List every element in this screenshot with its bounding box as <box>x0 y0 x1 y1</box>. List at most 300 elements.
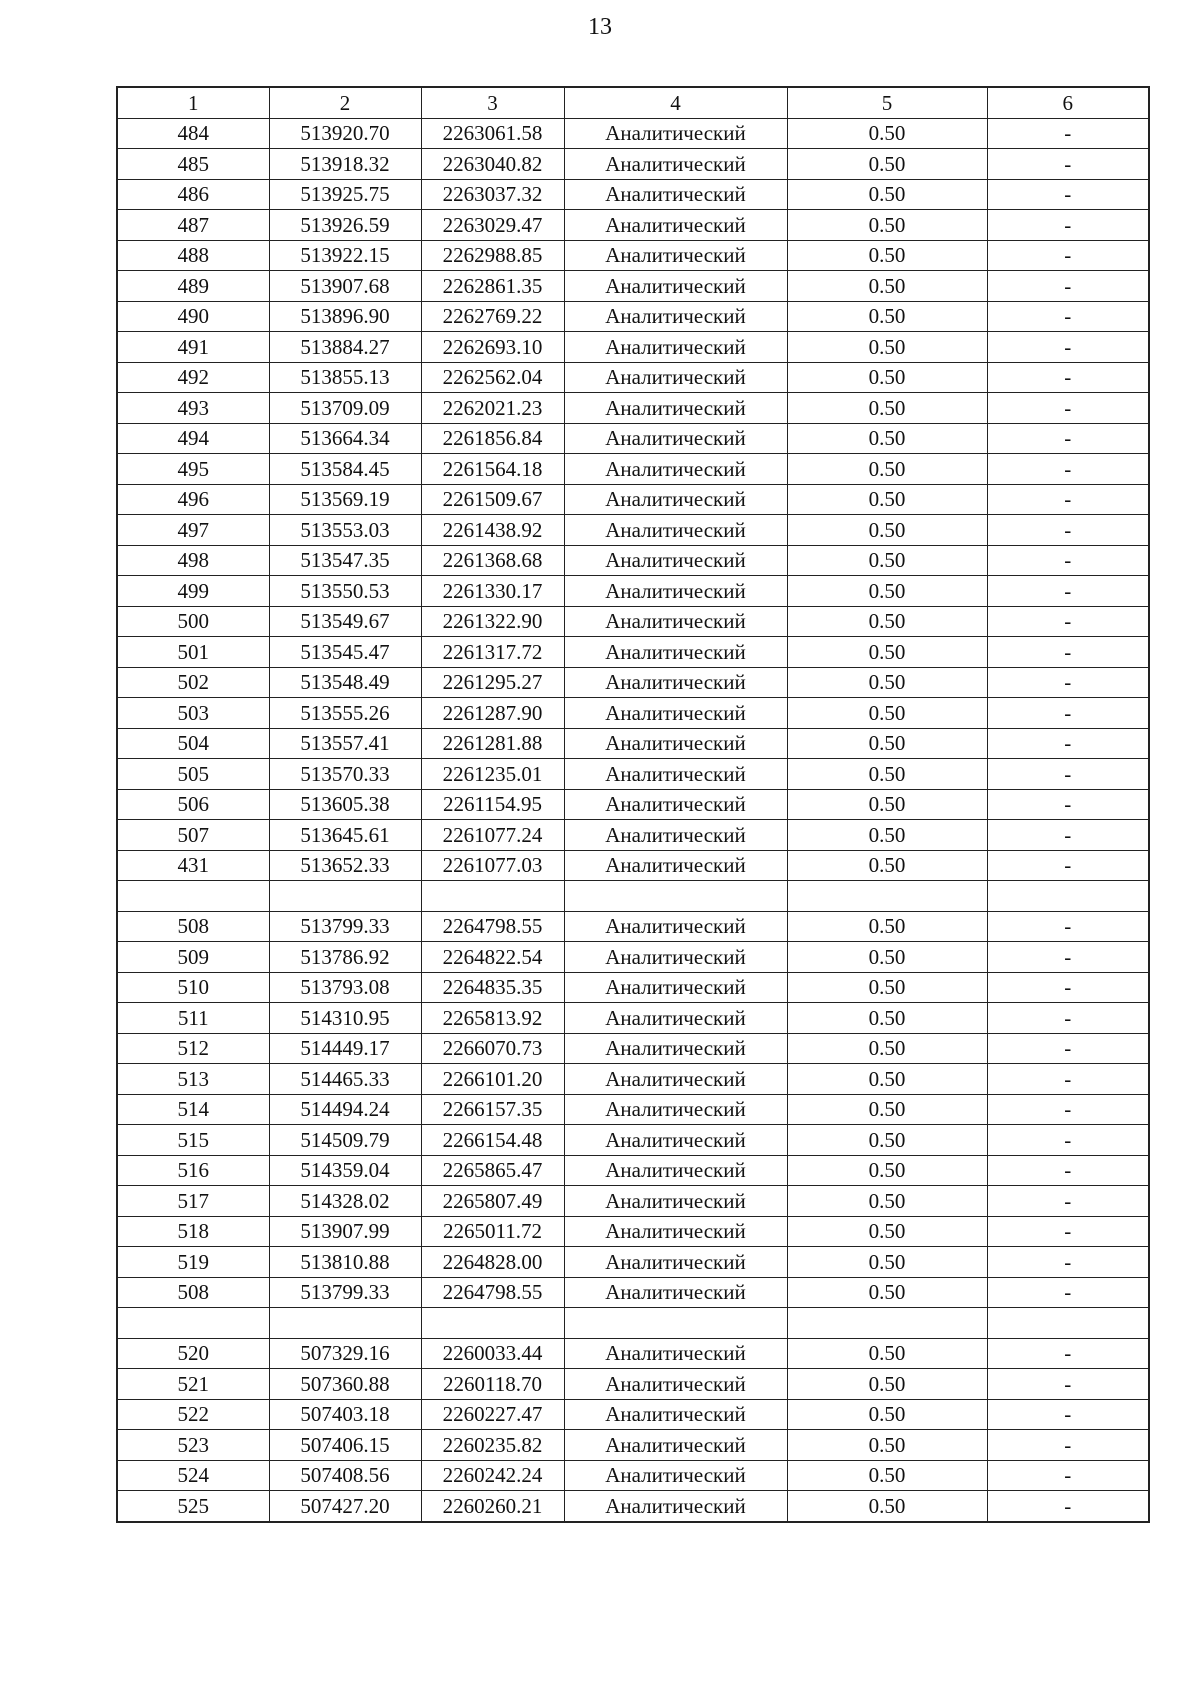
method-cell: Аналитический <box>564 1460 787 1491</box>
note-cell: - <box>987 1491 1149 1522</box>
method-cell: Аналитический <box>564 850 787 881</box>
table-row <box>117 1277 1149 1308</box>
accuracy-cell: 0.50 <box>787 1491 987 1522</box>
accuracy-cell: 0.50 <box>787 332 987 363</box>
table-row <box>117 1430 1149 1461</box>
note-cell: - <box>987 576 1149 607</box>
table-row <box>117 850 1149 881</box>
point-number-cell: 491 <box>117 332 269 363</box>
accuracy-cell <box>787 881 987 912</box>
table-row <box>117 179 1149 210</box>
point-number-cell: 520 <box>117 1338 269 1369</box>
x-coordinate-cell: 513547.35 <box>269 545 421 576</box>
point-number-cell: 509 <box>117 942 269 973</box>
y-coordinate-cell: 2260260.21 <box>421 1491 564 1522</box>
accuracy-cell: 0.50 <box>787 1369 987 1400</box>
note-cell: - <box>987 1094 1149 1125</box>
y-coordinate-cell <box>421 881 564 912</box>
note-cell: - <box>987 759 1149 790</box>
accuracy-cell: 0.50 <box>787 1430 987 1461</box>
x-coordinate-cell: 513545.47 <box>269 637 421 668</box>
point-number-cell: 498 <box>117 545 269 576</box>
note-cell: - <box>987 423 1149 454</box>
table-row <box>117 972 1149 1003</box>
x-coordinate-cell: 513584.45 <box>269 454 421 485</box>
page-number: 13 <box>588 14 612 40</box>
accuracy-cell: 0.50 <box>787 850 987 881</box>
point-number-cell <box>117 1308 269 1339</box>
table-row <box>117 362 1149 393</box>
x-coordinate-cell: 513605.38 <box>269 789 421 820</box>
note-cell: - <box>987 515 1149 546</box>
method-cell: Аналитический <box>564 1277 787 1308</box>
table-row <box>117 484 1149 515</box>
y-coordinate-cell: 2262861.35 <box>421 271 564 302</box>
table-row <box>117 240 1149 271</box>
accuracy-cell: 0.50 <box>787 240 987 271</box>
accuracy-cell: 0.50 <box>787 698 987 729</box>
accuracy-cell: 0.50 <box>787 576 987 607</box>
accuracy-cell: 0.50 <box>787 1186 987 1217</box>
y-coordinate-cell: 2261281.88 <box>421 728 564 759</box>
note-cell: - <box>987 850 1149 881</box>
x-coordinate-cell: 514359.04 <box>269 1155 421 1186</box>
table-row <box>117 1399 1149 1430</box>
point-number-cell: 524 <box>117 1460 269 1491</box>
note-cell: - <box>987 1155 1149 1186</box>
y-coordinate-cell: 2261077.24 <box>421 820 564 851</box>
accuracy-cell: 0.50 <box>787 515 987 546</box>
note-cell: - <box>987 911 1149 942</box>
table-row <box>117 881 1149 912</box>
accuracy-cell: 0.50 <box>787 972 987 1003</box>
x-coordinate-cell: 513570.33 <box>269 759 421 790</box>
y-coordinate-cell: 2262769.22 <box>421 301 564 332</box>
x-coordinate-cell: 513786.92 <box>269 942 421 973</box>
accuracy-cell: 0.50 <box>787 1399 987 1430</box>
x-coordinate-cell: 513918.32 <box>269 149 421 180</box>
table-row <box>117 728 1149 759</box>
method-cell: Аналитический <box>564 332 787 363</box>
accuracy-cell: 0.50 <box>787 911 987 942</box>
point-number-cell: 501 <box>117 637 269 668</box>
note-cell: - <box>987 1186 1149 1217</box>
y-coordinate-cell: 2264798.55 <box>421 911 564 942</box>
accuracy-cell: 0.50 <box>787 1033 987 1064</box>
table-row <box>117 332 1149 363</box>
point-number-cell: 518 <box>117 1216 269 1247</box>
point-number-cell: 487 <box>117 210 269 241</box>
method-cell: Аналитический <box>564 637 787 668</box>
point-number-cell: 492 <box>117 362 269 393</box>
y-coordinate-cell: 2264798.55 <box>421 1277 564 1308</box>
x-coordinate-cell: 513652.33 <box>269 850 421 881</box>
note-cell: - <box>987 271 1149 302</box>
x-coordinate-cell: 513907.99 <box>269 1216 421 1247</box>
method-cell: Аналитический <box>564 1399 787 1430</box>
method-cell: Аналитический <box>564 484 787 515</box>
y-coordinate-cell: 2263040.82 <box>421 149 564 180</box>
method-cell: Аналитический <box>564 576 787 607</box>
method-cell: Аналитический <box>564 972 787 1003</box>
table-row <box>117 118 1149 149</box>
y-coordinate-cell: 2260118.70 <box>421 1369 564 1400</box>
x-coordinate-cell: 507403.18 <box>269 1399 421 1430</box>
note-cell: - <box>987 1125 1149 1156</box>
accuracy-cell: 0.50 <box>787 1338 987 1369</box>
method-cell: Аналитический <box>564 179 787 210</box>
note-cell: - <box>987 1033 1149 1064</box>
accuracy-cell: 0.50 <box>787 454 987 485</box>
y-coordinate-cell: 2261368.68 <box>421 545 564 576</box>
y-coordinate-cell: 2261154.95 <box>421 789 564 820</box>
table-row <box>117 1064 1149 1095</box>
point-number-cell <box>117 881 269 912</box>
accuracy-cell: 0.50 <box>787 667 987 698</box>
method-cell: Аналитический <box>564 210 787 241</box>
y-coordinate-cell: 2262988.85 <box>421 240 564 271</box>
accuracy-cell: 0.50 <box>787 210 987 241</box>
x-coordinate-cell: 513810.88 <box>269 1247 421 1278</box>
method-cell: Аналитический <box>564 789 787 820</box>
x-coordinate-cell: 507329.16 <box>269 1338 421 1369</box>
x-coordinate-cell: 513553.03 <box>269 515 421 546</box>
table-row <box>117 149 1149 180</box>
x-coordinate-cell: 507360.88 <box>269 1369 421 1400</box>
y-coordinate-cell: 2261317.72 <box>421 637 564 668</box>
method-cell: Аналитический <box>564 1033 787 1064</box>
x-coordinate-cell: 513549.67 <box>269 606 421 637</box>
y-coordinate-cell: 2262693.10 <box>421 332 564 363</box>
y-coordinate-cell: 2261438.92 <box>421 515 564 546</box>
table-row <box>117 1003 1149 1034</box>
accuracy-cell: 0.50 <box>787 1247 987 1278</box>
y-coordinate-cell: 2261295.27 <box>421 667 564 698</box>
x-coordinate-cell: 514310.95 <box>269 1003 421 1034</box>
y-coordinate-cell: 2264835.35 <box>421 972 564 1003</box>
y-coordinate-cell: 2263061.58 <box>421 118 564 149</box>
y-coordinate-cell: 2261287.90 <box>421 698 564 729</box>
point-number-cell: 508 <box>117 1277 269 1308</box>
table-header-row <box>117 87 1149 118</box>
accuracy-cell: 0.50 <box>787 820 987 851</box>
method-cell: Аналитический <box>564 759 787 790</box>
table-row <box>117 1125 1149 1156</box>
note-cell: - <box>987 1430 1149 1461</box>
accuracy-cell: 0.50 <box>787 484 987 515</box>
y-coordinate-cell: 2264822.54 <box>421 942 564 973</box>
y-coordinate-cell: 2266157.35 <box>421 1094 564 1125</box>
y-coordinate-cell: 2265011.72 <box>421 1216 564 1247</box>
note-cell: - <box>987 179 1149 210</box>
table-row <box>117 667 1149 698</box>
y-coordinate-cell: 2262021.23 <box>421 393 564 424</box>
y-coordinate-cell: 2261235.01 <box>421 759 564 790</box>
note-cell: - <box>987 728 1149 759</box>
y-coordinate-cell: 2263037.32 <box>421 179 564 210</box>
accuracy-cell: 0.50 <box>787 362 987 393</box>
point-number-cell: 511 <box>117 1003 269 1034</box>
note-cell: - <box>987 210 1149 241</box>
point-number-cell: 494 <box>117 423 269 454</box>
y-coordinate-cell: 2261322.90 <box>421 606 564 637</box>
x-coordinate-cell <box>269 881 421 912</box>
accuracy-cell: 0.50 <box>787 606 987 637</box>
note-cell: - <box>987 1247 1149 1278</box>
accuracy-cell: 0.50 <box>787 1460 987 1491</box>
accuracy-cell: 0.50 <box>787 149 987 180</box>
accuracy-cell: 0.50 <box>787 423 987 454</box>
y-coordinate-cell: 2266101.20 <box>421 1064 564 1095</box>
point-number-cell: 510 <box>117 972 269 1003</box>
point-number-cell: 525 <box>117 1491 269 1522</box>
table-row <box>117 545 1149 576</box>
x-coordinate-cell <box>269 1308 421 1339</box>
note-cell: - <box>987 1277 1149 1308</box>
x-coordinate-cell: 514509.79 <box>269 1125 421 1156</box>
method-cell: Аналитический <box>564 1003 787 1034</box>
table-row <box>117 698 1149 729</box>
y-coordinate-cell: 2266154.48 <box>421 1125 564 1156</box>
y-coordinate-cell: 2260227.47 <box>421 1399 564 1430</box>
point-number-cell: 488 <box>117 240 269 271</box>
point-number-cell: 513 <box>117 1064 269 1095</box>
accuracy-cell: 0.50 <box>787 1064 987 1095</box>
note-cell: - <box>987 789 1149 820</box>
note-cell: - <box>987 393 1149 424</box>
accuracy-cell: 0.50 <box>787 179 987 210</box>
x-coordinate-cell: 513550.53 <box>269 576 421 607</box>
method-cell: Аналитический <box>564 911 787 942</box>
note-cell: - <box>987 942 1149 973</box>
y-coordinate-cell: 2263029.47 <box>421 210 564 241</box>
table-row <box>117 1216 1149 1247</box>
y-coordinate-cell: 2261077.03 <box>421 850 564 881</box>
method-cell: Аналитический <box>564 1247 787 1278</box>
method-cell: Аналитический <box>564 728 787 759</box>
note-cell: - <box>987 332 1149 363</box>
y-coordinate-cell: 2260235.82 <box>421 1430 564 1461</box>
note-cell: - <box>987 972 1149 1003</box>
point-number-cell: 497 <box>117 515 269 546</box>
column-header: 1 <box>117 87 269 118</box>
y-coordinate-cell: 2261330.17 <box>421 576 564 607</box>
method-cell: Аналитический <box>564 454 787 485</box>
y-coordinate-cell <box>421 1308 564 1339</box>
method-cell: Аналитический <box>564 1155 787 1186</box>
column-header: 2 <box>269 87 421 118</box>
x-coordinate-cell: 513569.19 <box>269 484 421 515</box>
y-coordinate-cell: 2265813.92 <box>421 1003 564 1034</box>
accuracy-cell: 0.50 <box>787 118 987 149</box>
x-coordinate-cell: 507408.56 <box>269 1460 421 1491</box>
x-coordinate-cell: 513548.49 <box>269 667 421 698</box>
method-cell: Аналитический <box>564 301 787 332</box>
method-cell: Аналитический <box>564 606 787 637</box>
note-cell: - <box>987 637 1149 668</box>
point-number-cell: 512 <box>117 1033 269 1064</box>
point-number-cell: 519 <box>117 1247 269 1278</box>
y-coordinate-cell: 2260033.44 <box>421 1338 564 1369</box>
point-number-cell: 516 <box>117 1155 269 1186</box>
table-row <box>117 942 1149 973</box>
method-cell: Аналитический <box>564 698 787 729</box>
table-row <box>117 210 1149 241</box>
x-coordinate-cell: 513709.09 <box>269 393 421 424</box>
accuracy-cell: 0.50 <box>787 1094 987 1125</box>
table-row <box>117 576 1149 607</box>
note-cell: - <box>987 1369 1149 1400</box>
note-cell: - <box>987 454 1149 485</box>
note-cell: - <box>987 301 1149 332</box>
note-cell: - <box>987 1064 1149 1095</box>
method-cell: Аналитический <box>564 393 787 424</box>
table-row <box>117 1155 1149 1186</box>
y-coordinate-cell: 2261509.67 <box>421 484 564 515</box>
point-number-cell: 500 <box>117 606 269 637</box>
x-coordinate-cell: 513907.68 <box>269 271 421 302</box>
accuracy-cell: 0.50 <box>787 759 987 790</box>
note-cell: - <box>987 1003 1149 1034</box>
table-row <box>117 1338 1149 1369</box>
table-row <box>117 789 1149 820</box>
table-row <box>117 393 1149 424</box>
accuracy-cell: 0.50 <box>787 1155 987 1186</box>
method-cell: Аналитический <box>564 362 787 393</box>
accuracy-cell: 0.50 <box>787 301 987 332</box>
table-row <box>117 271 1149 302</box>
table-row <box>117 1033 1149 1064</box>
table-row <box>117 606 1149 637</box>
x-coordinate-cell: 513793.08 <box>269 972 421 1003</box>
method-cell: Аналитический <box>564 118 787 149</box>
point-number-cell: 484 <box>117 118 269 149</box>
x-coordinate-cell: 514449.17 <box>269 1033 421 1064</box>
method-cell: Аналитический <box>564 515 787 546</box>
table-row <box>117 1369 1149 1400</box>
x-coordinate-cell: 513925.75 <box>269 179 421 210</box>
y-coordinate-cell: 2261564.18 <box>421 454 564 485</box>
method-cell: Аналитический <box>564 149 787 180</box>
note-cell: - <box>987 1216 1149 1247</box>
table-row <box>117 1247 1149 1278</box>
method-cell: Аналитический <box>564 1338 787 1369</box>
note-cell: - <box>987 1399 1149 1430</box>
x-coordinate-cell: 507406.15 <box>269 1430 421 1461</box>
accuracy-cell: 0.50 <box>787 789 987 820</box>
table-row <box>117 423 1149 454</box>
x-coordinate-cell: 513555.26 <box>269 698 421 729</box>
x-coordinate-cell: 513664.34 <box>269 423 421 454</box>
note-cell: - <box>987 362 1149 393</box>
point-number-cell: 485 <box>117 149 269 180</box>
note-cell: - <box>987 667 1149 698</box>
column-header: 5 <box>787 87 987 118</box>
method-cell: Аналитический <box>564 545 787 576</box>
y-coordinate-cell: 2264828.00 <box>421 1247 564 1278</box>
note-cell: - <box>987 240 1149 271</box>
point-number-cell: 431 <box>117 850 269 881</box>
x-coordinate-cell: 507427.20 <box>269 1491 421 1522</box>
note-cell: - <box>987 484 1149 515</box>
table-row <box>117 454 1149 485</box>
x-coordinate-cell: 513855.13 <box>269 362 421 393</box>
accuracy-cell: 0.50 <box>787 1125 987 1156</box>
note-cell <box>987 1308 1149 1339</box>
method-cell: Аналитический <box>564 942 787 973</box>
note-cell: - <box>987 1338 1149 1369</box>
table-row <box>117 1186 1149 1217</box>
x-coordinate-cell: 513920.70 <box>269 118 421 149</box>
x-coordinate-cell: 513896.90 <box>269 301 421 332</box>
note-cell: - <box>987 698 1149 729</box>
note-cell: - <box>987 820 1149 851</box>
point-number-cell: 515 <box>117 1125 269 1156</box>
note-cell: - <box>987 606 1149 637</box>
point-number-cell: 505 <box>117 759 269 790</box>
y-coordinate-cell: 2260242.24 <box>421 1460 564 1491</box>
coordinates-table <box>116 86 1150 1523</box>
x-coordinate-cell: 514465.33 <box>269 1064 421 1095</box>
accuracy-cell: 0.50 <box>787 728 987 759</box>
point-number-cell: 506 <box>117 789 269 820</box>
method-cell: Аналитический <box>564 667 787 698</box>
table-row <box>117 759 1149 790</box>
column-header: 6 <box>987 87 1149 118</box>
y-coordinate-cell: 2265865.47 <box>421 1155 564 1186</box>
table-row <box>117 911 1149 942</box>
point-number-cell: 493 <box>117 393 269 424</box>
x-coordinate-cell: 513799.33 <box>269 911 421 942</box>
method-cell: Аналитический <box>564 1125 787 1156</box>
method-cell: Аналитический <box>564 1369 787 1400</box>
accuracy-cell: 0.50 <box>787 1003 987 1034</box>
x-coordinate-cell: 513884.27 <box>269 332 421 363</box>
method-cell: Аналитический <box>564 1094 787 1125</box>
point-number-cell: 503 <box>117 698 269 729</box>
table-row <box>117 1094 1149 1125</box>
method-cell: Аналитический <box>564 820 787 851</box>
point-number-cell: 486 <box>117 179 269 210</box>
y-coordinate-cell: 2262562.04 <box>421 362 564 393</box>
method-cell: Аналитический <box>564 423 787 454</box>
point-number-cell: 502 <box>117 667 269 698</box>
y-coordinate-cell: 2266070.73 <box>421 1033 564 1064</box>
table-row <box>117 1491 1149 1522</box>
column-header: 3 <box>421 87 564 118</box>
method-cell: Аналитический <box>564 1216 787 1247</box>
accuracy-cell: 0.50 <box>787 1216 987 1247</box>
point-number-cell: 522 <box>117 1399 269 1430</box>
point-number-cell: 517 <box>117 1186 269 1217</box>
x-coordinate-cell: 513926.59 <box>269 210 421 241</box>
x-coordinate-cell: 514328.02 <box>269 1186 421 1217</box>
point-number-cell: 499 <box>117 576 269 607</box>
accuracy-cell: 0.50 <box>787 545 987 576</box>
accuracy-cell <box>787 1308 987 1339</box>
table-row <box>117 820 1149 851</box>
method-cell: Аналитический <box>564 240 787 271</box>
note-cell <box>987 881 1149 912</box>
point-number-cell: 490 <box>117 301 269 332</box>
note-cell: - <box>987 149 1149 180</box>
table-row <box>117 637 1149 668</box>
method-cell <box>564 881 787 912</box>
accuracy-cell: 0.50 <box>787 942 987 973</box>
point-number-cell: 514 <box>117 1094 269 1125</box>
accuracy-cell: 0.50 <box>787 1277 987 1308</box>
x-coordinate-cell: 513645.61 <box>269 820 421 851</box>
